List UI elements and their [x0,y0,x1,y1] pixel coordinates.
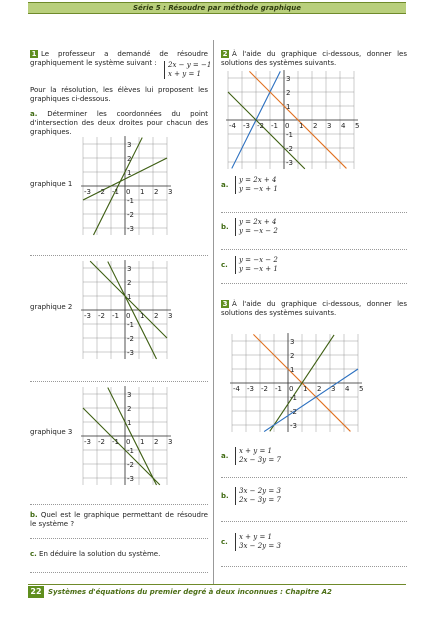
y-tick-label: 3 [290,338,295,346]
x-tick-label: -2 [257,122,264,130]
y-tick-label: -2 [127,461,134,469]
y-tick-label: -2 [127,335,134,343]
x-tick-label: 0 [285,122,290,130]
x-tick-label: -4 [233,385,240,393]
x-tick-label: 0 [289,385,294,393]
y-tick-label: 2 [286,89,291,97]
x-tick-label: -1 [112,438,119,446]
x-tick-label: 1 [299,122,304,130]
y-tick-label: -3 [127,225,134,233]
x-tick-label: 3 [331,385,336,393]
x-tick-label: 0 [126,312,131,320]
ex3-number: 3 [222,300,228,308]
x-tick-label: -2 [261,385,268,393]
graph1-label: graphique 1 [30,180,73,188]
x-tick-label: 1 [140,188,145,196]
answer-line [30,504,208,505]
graph-line [228,92,305,169]
graph-ex2 [222,70,362,170]
y-tick-label: -2 [290,408,297,416]
y-tick-label: 1 [127,293,132,301]
graph-1 [75,136,175,236]
graph-2 [75,260,175,360]
page-number: 22 [28,586,44,598]
series-banner: Série 5 : Résoudre par méthode graphique [28,2,406,14]
answer-line [221,249,407,250]
x-tick-label: 3 [168,188,173,196]
x-tick-label: 1 [140,312,145,320]
answer-line [30,538,208,539]
y-tick-label: 1 [286,103,291,111]
x-tick-label: -3 [84,438,91,446]
x-tick-label: 1 [140,438,145,446]
x-tick-label: -3 [84,312,91,320]
y-tick-label: -3 [290,422,297,430]
footer-chapter-title: Systèmes d'équations du premier degré à deux inconnues : Chapitre A2 [48,588,332,596]
y-tick-label: -3 [127,349,134,357]
x-tick-label: -1 [271,122,278,130]
x-tick-label: 4 [345,385,350,393]
ex2-number: 2 [222,50,228,58]
x-tick-label: -3 [247,385,254,393]
x-tick-label: 2 [317,385,322,393]
x-tick-label: 3 [327,122,332,130]
y-tick-label: -3 [286,159,293,167]
x-tick-label: 0 [126,188,131,196]
x-tick-label: 2 [313,122,318,130]
y-tick-label: 3 [127,265,132,273]
x-tick-label: 1 [303,385,308,393]
x-tick-label: -3 [84,188,91,196]
ex1-question-c: c. En déduire la solution du système. [30,550,161,558]
y-tick-label: 1 [127,169,132,177]
x-tick-label: -2 [98,438,105,446]
y-tick-label: -2 [127,211,134,219]
y-tick-label: -1 [127,197,134,205]
column-divider [213,40,214,584]
y-tick-label: 1 [290,366,295,374]
y-tick-label: 2 [127,279,132,287]
answer-line [221,283,407,284]
y-tick-label: 3 [127,141,132,149]
graph3-label: graphique 3 [30,428,73,436]
x-tick-label: 5 [359,385,364,393]
x-tick-label: 3 [168,438,173,446]
graph-line [83,408,160,485]
ex1-question-b: b. Quel est le graphique permettant de résoudre le système ? [30,511,208,528]
x-tick-label: 3 [168,312,173,320]
y-tick-label: -1 [127,321,134,329]
y-tick-label: 2 [290,352,295,360]
x-tick-label: 5 [355,122,360,130]
ex1-text2: Pour la résolution, les élèves lui proposent les graphiques ci-dessous. [30,86,208,103]
graph2-label: graphique 2 [30,303,73,311]
y-tick-label: -2 [286,145,293,153]
ex1-intro: 1 Le professeur a demandé de résoudre graphiquement le système suivant : [30,50,208,67]
answer-line [221,212,407,213]
y-tick-label: -1 [290,394,297,402]
graph-ex3 [222,333,372,433]
answer-line [221,521,407,522]
ex1-system: 2x − y = −1 x + y = 1 [164,61,211,79]
x-tick-label: 0 [126,438,131,446]
graph-3 [75,386,175,486]
x-tick-label: -1 [112,312,119,320]
x-tick-label: -4 [229,122,236,130]
x-tick-label: 2 [154,188,159,196]
x-tick-label: 4 [341,122,346,130]
answer-line [30,381,208,382]
y-tick-label: -1 [286,131,293,139]
x-tick-label: -1 [112,188,119,196]
answer-line [30,572,208,573]
x-tick-label: -3 [243,122,250,130]
y-tick-label: -3 [127,475,134,483]
y-tick-label: 3 [286,75,291,83]
x-tick-label: -1 [275,385,282,393]
ex2-intro: 2 À l'aide du graphique ci-dessous, donner les solutions des systèmes suivants. [221,50,407,67]
ex3-intro: 3 À l'aide du graphique ci-dessous, donner les solutions des systèmes suivants. [221,300,407,317]
y-tick-label: -1 [127,447,134,455]
y-tick-label: 3 [127,391,132,399]
x-tick-label: -2 [98,188,105,196]
answer-line [30,255,208,256]
ex1-number: 1 [31,50,37,58]
x-tick-label: -2 [98,312,105,320]
x-tick-label: 2 [154,438,159,446]
answer-line [221,566,407,567]
x-tick-label: 2 [154,312,159,320]
y-tick-label: 1 [127,419,132,427]
ex1-question-a: a. Déterminer les coordonnées du point d'intersection des deux droites pour chacun des graphiques. [30,110,208,136]
y-tick-label: 2 [127,405,132,413]
answer-line [221,477,407,478]
y-tick-label: 2 [127,155,132,163]
